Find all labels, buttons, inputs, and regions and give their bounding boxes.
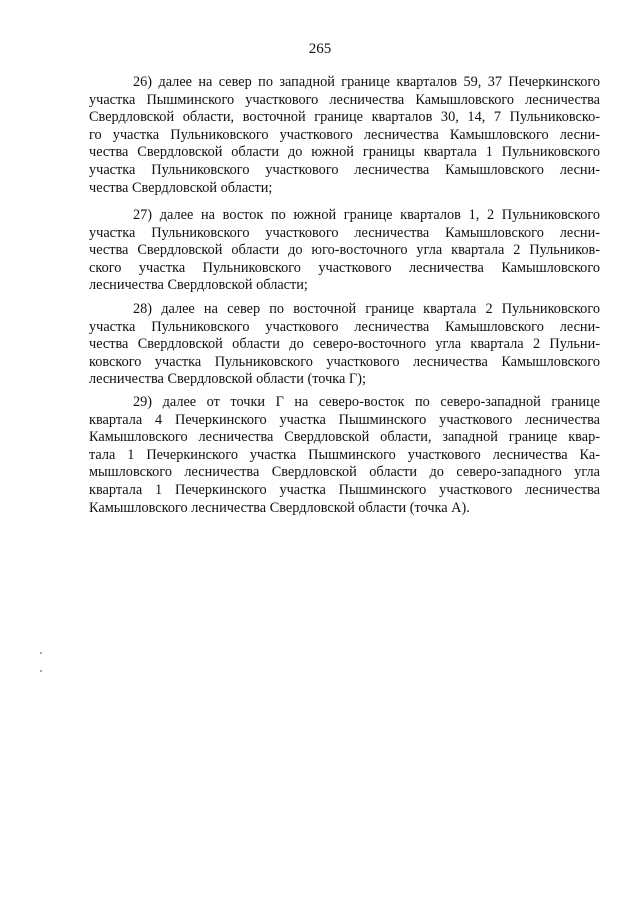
text-line: чества Свердловской области до северо-восточного угла квартала 2 Пульни-	[89, 336, 600, 353]
text-line: участка Пышминского участкового лесничества Камышловского лесничества	[89, 91, 600, 108]
paragraph-26	[89, 74, 600, 197]
page-number: 265	[308, 41, 332, 57]
text-line: Свердловской области, восточной границе кварталов 30, 14, 7 Пульниковско-	[89, 109, 600, 126]
text-line: квартала 1 Печеркинского участка Пышминского участкового лесничества	[89, 481, 600, 498]
text-line: Камышловского лесничества Свердловской области, западной границе квар-	[89, 429, 600, 446]
text-line: чества Свердловской области;	[89, 179, 273, 196]
text-line: чества Свердловской области до юго-восточного угла квартала 2 Пульников-	[89, 242, 600, 259]
text-line: ковского участка Пульниковского участкового лесничества Камышловского	[89, 353, 600, 370]
text-line: Камышловского лесничества Свердловской области (точка А).	[89, 499, 470, 516]
scan-speck	[40, 652, 42, 654]
text-line: мышловского лесничества Свердловской области до северо-западного угла	[89, 464, 600, 481]
paragraph-28	[89, 301, 600, 389]
text-line: ского участка Пульниковского участкового лесничества Камышловского	[89, 259, 600, 276]
paragraph-27	[89, 207, 600, 295]
text-line: го участка Пульниковского участкового лесничества Камышловского лесни-	[89, 126, 600, 143]
text-line: 29) далее от точки Г на северо-восток по северо-западной границе	[133, 394, 600, 410]
text-line: участка Пульниковского участкового лесничества Камышловского лесни-	[89, 161, 600, 178]
text-line: лесничества Свердловской области (точка Г);	[89, 371, 366, 388]
text-line: 27) далее на восток по южной границе кварталов 1, 2 Пульниковского	[133, 207, 600, 223]
text-line: лесничества Свердловской области;	[89, 277, 308, 294]
scan-speck	[40, 670, 42, 672]
paragraph-29	[89, 394, 600, 517]
text-line: 26) далее на север по западной границе кварталов 59, 37 Печеркинского	[133, 74, 600, 90]
text-line: тала 1 Печеркинского участка Пышминского участкового лесничества Ка-	[89, 446, 600, 463]
text-line: чества Свердловской области до южной границы квартала 1 Пульниковского	[89, 144, 600, 161]
text-line: квартала 4 Печеркинского участка Пышминского участкового лесничества	[89, 411, 600, 428]
text-line: 28) далее на север по восточной границе квартала 2 Пульниковского	[133, 301, 600, 317]
text-line: участка Пульниковского участкового лесничества Камышловского лесни-	[89, 318, 600, 335]
text-line: участка Пульниковского участкового лесничества Камышловского лесни-	[89, 224, 600, 241]
